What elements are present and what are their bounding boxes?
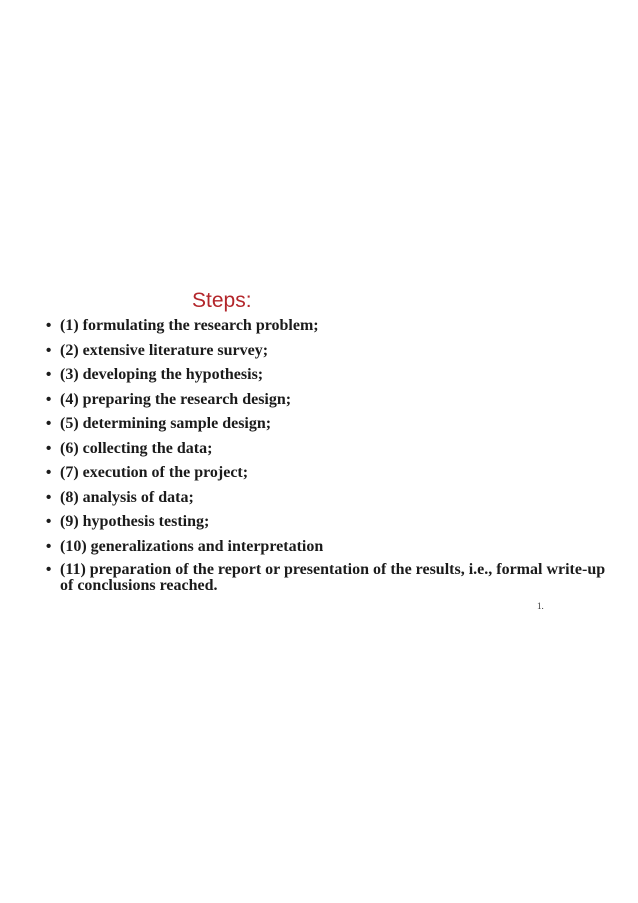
slide-title: Steps:	[192, 289, 252, 312]
bullet-icon: •	[46, 439, 52, 457]
bullet-icon: •	[46, 464, 52, 481]
bullet-icon: •	[46, 415, 52, 432]
list-item	[46, 440, 606, 465]
list-item	[46, 391, 606, 416]
steps-list	[46, 317, 606, 594]
step-text: (5) determining sample design;	[60, 415, 272, 432]
bullet-icon: •	[46, 513, 52, 530]
list-item	[46, 562, 606, 594]
list-item	[46, 342, 606, 367]
step-text: (8) analysis of data;	[60, 488, 194, 506]
step-text: (6) collecting the data;	[60, 439, 213, 457]
bullet-icon: •	[46, 317, 52, 334]
bullet-icon: •	[46, 537, 52, 555]
step-text: (11) preparation of the report or presentation of the results, i.e., formal write-up of conclusions reached.	[60, 561, 606, 594]
bullet-icon: •	[46, 366, 52, 383]
list-item	[46, 317, 606, 342]
list-item	[46, 464, 606, 489]
list-item	[46, 513, 606, 538]
list-item	[46, 415, 606, 440]
step-text: (10) generalizations and interpretation	[60, 537, 324, 555]
bullet-icon: •	[46, 341, 52, 359]
page-number: 1.	[537, 601, 544, 611]
step-text: (3) developing the hypothesis;	[60, 366, 264, 383]
step-text: (2) extensive literature survey;	[60, 341, 269, 359]
step-text: (1) formulating the research problem;	[60, 317, 319, 334]
step-text: (4) preparing the research design;	[60, 390, 292, 408]
bullet-icon: •	[46, 488, 52, 506]
step-text: (7) execution of the project;	[60, 464, 249, 481]
list-item	[46, 366, 606, 391]
bullet-icon: •	[46, 390, 52, 408]
bullet-icon: •	[46, 561, 52, 578]
list-item	[46, 489, 606, 514]
list-item	[46, 538, 606, 563]
step-text: (9) hypothesis testing;	[60, 513, 210, 530]
